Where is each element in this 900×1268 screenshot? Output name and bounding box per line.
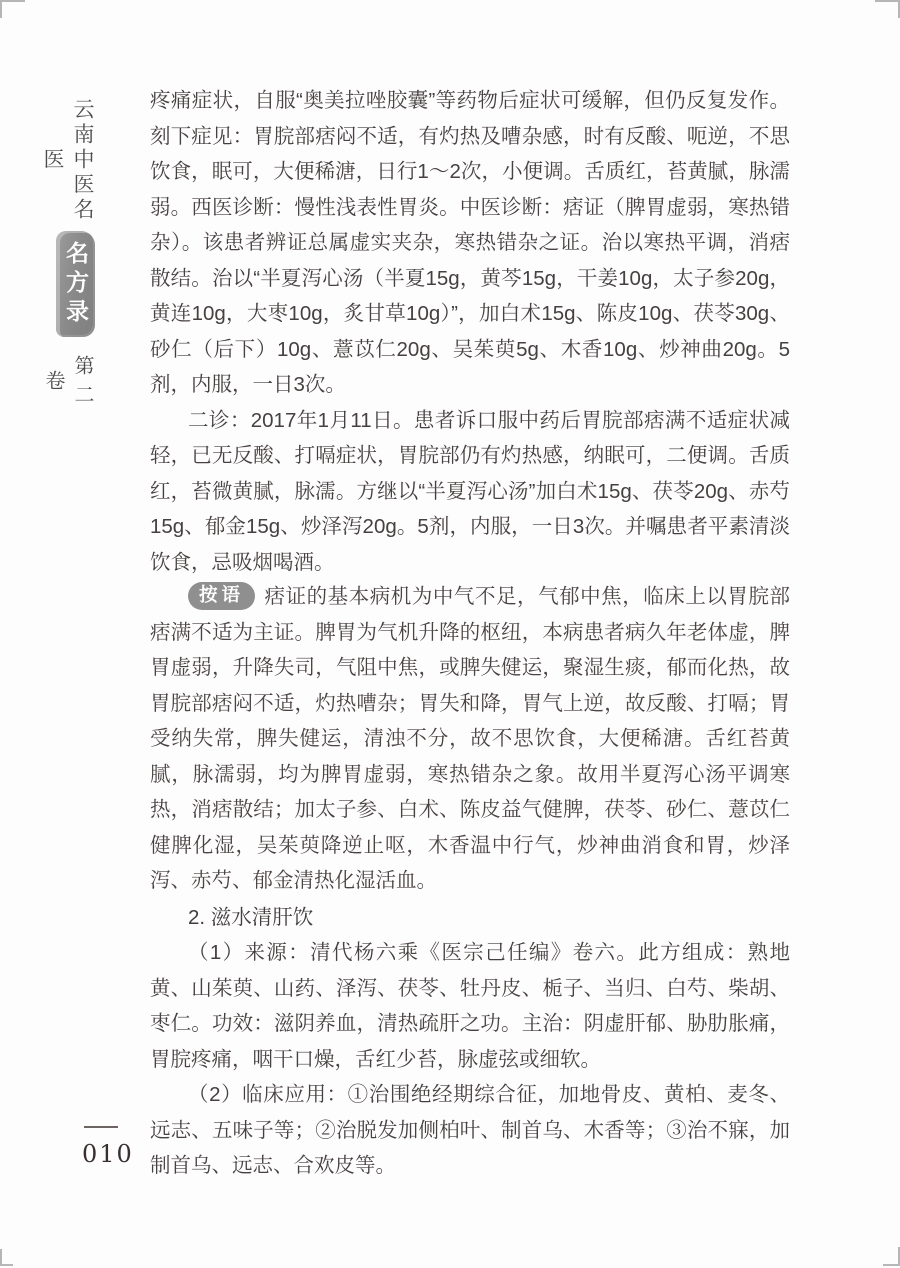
page-content (150, 83, 790, 1184)
badge-label: 名方录 (62, 240, 89, 328)
paragraph-second-visit: 二诊：2017年1月11日。患者诉口服中药后胃脘部痞满不适症状减轻，已无反酸、打嗝症状，胃脘部仍有灼热感，纳眠可，二便调。舌质红，苔微黄腻，脉濡。方继以“半夏泻心汤”加白术15g、茯苓20g、赤芍15g、郁金15g、炒泽泻20g。5剂，内服，一日3次。并嘱患者平素清淡饮食，忌吸烟喝酒。 (150, 408, 790, 574)
commentary-text: 痞证的基本病机为中气不足，气郁中焦，临床上以胃脘部痞满不适为主证。脾胃为气机升降的枢纽，本病患者病久年老体虚，脾胃虚弱，升降失司，气阻中焦，或脾失健运，聚湿生痰，郁而化热，故胃脘部痞闷不适，灼热嘈杂；胃失和降，胃气上逆，故反酸、打嗝；胃受纳失常，脾失健运，清浊不分，故不思饮食，大便稀溏。舌红苔黄腻，脉濡弱，均为脾胃虚弱，寒热错杂之象。故用半夏泻心汤平调寒热，消痞散结；加太子参、白术、陈皮益气健脾，茯苓、砂仁、薏苡仁健脾化湿，吴茱萸降逆止呕，木香温中行气，炒神曲消食和胃，炒泽泻、赤芍、郁金清热化湿活血。 (150, 586, 790, 892)
page-number-rule (84, 1126, 118, 1128)
series-title-vertical: 云南中医名医 (41, 98, 95, 223)
crop-mark-bottom-left (0, 1249, 13, 1266)
brush-stroke-badge (56, 231, 95, 337)
page-number: 010 (82, 1140, 134, 1168)
paragraph-clinical-application: （2）临床应用：①治围绝经期综合征，加地骨皮、黄柏、麦冬、远志、五味子等；②治脱发加侧柏叶、制首乌、木香等；③治不寐，加制首乌、远志、合欢皮等。 (150, 1083, 790, 1177)
section-heading: 2. 滋水清肝饮 (188, 905, 314, 929)
paragraph-commentary (150, 580, 790, 900)
paragraph-source-composition: （1）来源：清代杨六乘《医宗己任编》卷六。此方组成：熟地黄、山茱萸、山药、泽泻、茯苓、牡丹皮、栀子、当归、白芍、柴胡、枣仁。功效：滋阴养血，清热疏肝之功。主治：阴虚肝郁、胁肋胀痛，胃脘疼痛，咽干口燥，舌红少苔，脉虚弦或细软。 (150, 941, 790, 1071)
crop-mark-top-right (875, 0, 900, 18)
crop-mark-bottom-right (883, 1247, 900, 1266)
crop-mark-top-left (0, 0, 25, 18)
volume-label-vertical: 第二卷 (42, 355, 95, 413)
paragraph-case-continuation: 疼痛症状，自服“奥美拉唑胶囊”等药物后症状可缓解，但仍反复发作。刻下症见：胃脘部痞闷不适，有灼热及嘈杂感，时有反酸、呃逆，不思饮食，眠可，大便稀溏，日行1～2次，小便调。舌质红，苔黄腻，脉濡弱。西医诊断：慢性浅表性胃炎。中医诊断：痞证（脾胃虚弱，寒热错杂）。该患者辨证总属虚实夹杂，寒热错杂之证。治以寒热平调，消痞散结。治以“半夏泻心汤（半夏15g，黄芩15g，干姜10g，太子参20g，黄连10g，大枣10g，炙甘草10g）”，加白术15g、陈皮10g、茯苓30g、砂仁（后下）10g、薏苡仁20g、吴茱萸5g、木香10g、炒神曲20g。5剂，内服，一日3次。 (150, 89, 790, 396)
commentary-badge: 按语 (188, 582, 255, 610)
